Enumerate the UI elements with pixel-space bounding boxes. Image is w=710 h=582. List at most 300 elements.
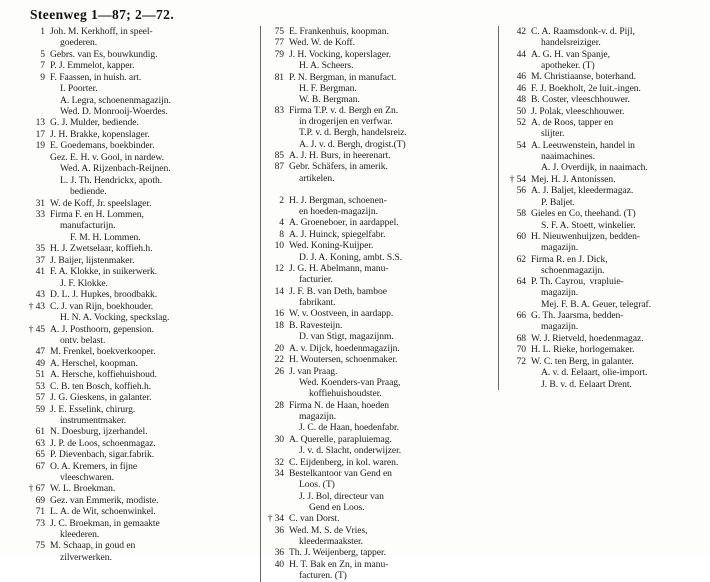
entry-text xyxy=(50,381,254,392)
entry-line: S. F. A. Stoett, winkelier. xyxy=(541,219,636,231)
directory-entry xyxy=(28,449,254,460)
entry-number xyxy=(28,152,50,163)
entry-number: 44 xyxy=(516,48,526,60)
directory-entry xyxy=(507,26,704,48)
entry-text xyxy=(50,209,254,231)
entry-number: 35 xyxy=(35,243,45,255)
entry-text xyxy=(531,162,704,173)
entry-text xyxy=(289,400,492,422)
entry-text xyxy=(50,369,254,380)
entry-line: A. J. Baljet, kleedermagaz. xyxy=(531,185,634,197)
entry-text xyxy=(289,445,492,456)
entry-line: W. L. Broekman. xyxy=(50,483,116,495)
entry-line: Wed. M. S. de Vries, xyxy=(289,524,368,536)
entry-number: 67 xyxy=(35,460,45,472)
entry-number: 69 xyxy=(35,494,45,506)
directory-entry xyxy=(267,150,492,161)
entry-text xyxy=(50,358,254,369)
entry-number: 5 xyxy=(40,48,45,60)
entry-text xyxy=(50,106,254,117)
directory-entry xyxy=(267,525,492,547)
page-title: Steenweg 1—87; 2—72. xyxy=(30,7,175,22)
entry-line: ontv. belast. xyxy=(60,334,106,346)
entry-line: Gez. van Emmerik, modiste. xyxy=(50,494,159,506)
entry-number: 58 xyxy=(516,208,526,220)
directory-entry xyxy=(28,312,254,323)
directory-entry xyxy=(28,60,254,71)
directory-entry xyxy=(28,209,254,231)
directory-entry xyxy=(28,346,254,357)
entry-text xyxy=(289,366,492,377)
directory-entry xyxy=(28,83,254,94)
entry-line: J. B. v. d. Eelaart Drent. xyxy=(541,378,632,390)
entry-text xyxy=(289,377,492,399)
entry-line: Firma T.P. v. d. Bergh en Zn. xyxy=(289,105,399,117)
entry-line: A. Leeuwenstein, handel in xyxy=(531,139,635,151)
directory-entry xyxy=(28,381,254,392)
entry-number: 16 xyxy=(274,308,284,320)
entry-line: H. T. Bak en Zn, in manu- xyxy=(289,558,389,570)
entry-text xyxy=(289,72,492,105)
directory-entry xyxy=(507,185,704,196)
directory-entry xyxy=(267,400,492,422)
entry-text xyxy=(50,449,254,460)
entry-text xyxy=(531,94,704,105)
entry-text xyxy=(289,547,492,558)
entry-text xyxy=(531,231,704,253)
entry-line: fabrikant. xyxy=(299,296,336,308)
entry-number: 34 xyxy=(274,468,284,480)
entry-text xyxy=(531,379,704,390)
directory-entry xyxy=(28,232,254,243)
entry-text xyxy=(50,278,254,289)
directory-entry xyxy=(28,438,254,449)
entry-line: C. Eijdenberg, in kol. waren. xyxy=(289,456,399,468)
entry-line: C. van Dorst. xyxy=(289,513,340,525)
directory-entry xyxy=(267,252,492,263)
entry-line: J. G. H. Abelmann, manu- xyxy=(289,263,389,275)
entry-number: 77 xyxy=(274,37,284,49)
entry-line: goederen. xyxy=(60,37,98,49)
entry-text xyxy=(50,461,254,483)
entry-line: Gend en Loos. xyxy=(309,501,365,513)
directory-entry xyxy=(267,263,492,285)
entry-number: 22 xyxy=(274,354,284,366)
entry-number: 51 xyxy=(35,369,45,381)
entry-line: Wed. A. Rijzenbach-Reijnen. xyxy=(60,163,171,175)
entry-text xyxy=(50,129,254,140)
directory-entry xyxy=(507,231,704,253)
entry-line: H. Woutersen, schoenmaker. xyxy=(289,354,398,366)
entry-line: magazijn. xyxy=(541,287,579,299)
entry-number: † 54 xyxy=(509,173,526,185)
entry-text xyxy=(289,354,492,365)
entry-number: 43 xyxy=(35,289,45,301)
entry-line: handelsreiziger. xyxy=(541,37,601,49)
entry-line: Th. J. Weijenberg, tapper. xyxy=(289,547,386,559)
entry-text xyxy=(289,229,492,240)
entry-line: J. P. de Loos, schoenmagaz. xyxy=(50,437,156,449)
entry-line: J. F. Klokke. xyxy=(60,277,108,289)
entry-text xyxy=(50,540,254,562)
entry-line: A. Legra, schoenenmagazijn. xyxy=(60,94,171,106)
entry-text xyxy=(531,299,704,310)
entry-line: en hoeden-magazijn. xyxy=(299,205,378,217)
entry-text xyxy=(289,252,492,263)
entry-line: W. v. Oostveen, in aardapp. xyxy=(289,308,394,320)
entry-line: J. C. de Haan, hoedenfabr. xyxy=(299,422,399,434)
directory-entry xyxy=(28,506,254,517)
entry-number: 63 xyxy=(35,437,45,449)
entry-line: L. J. Th. Hendrickx, apoth. xyxy=(60,174,163,186)
directory-entry xyxy=(267,445,492,456)
entry-line: magazijn. xyxy=(299,410,337,422)
entry-number: 81 xyxy=(274,71,284,83)
directory-entry xyxy=(267,491,492,513)
entry-text xyxy=(289,37,492,48)
entry-text xyxy=(531,367,704,378)
entry-line: Bestelkantoor van Gend en xyxy=(289,468,392,480)
entry-line: Mej. F. B. A. Geuer, telegraf. xyxy=(541,298,652,310)
entry-text xyxy=(50,232,254,243)
directory-entry xyxy=(267,286,492,308)
entry-number: 32 xyxy=(274,456,284,468)
directory-entry xyxy=(28,483,254,494)
directory-entry xyxy=(507,71,704,82)
entry-line: F. Faassen, in huish. art. xyxy=(50,71,142,83)
entry-number: 14 xyxy=(274,285,284,297)
entry-line: C. B. ten Bosch, koffieh.h. xyxy=(50,380,152,392)
entry-text xyxy=(50,404,254,426)
entry-line: artikelen. xyxy=(299,172,335,184)
entry-line: M. Frenkel, boekverkooper. xyxy=(50,346,156,358)
entry-text xyxy=(531,185,704,196)
entry-line: P. Dievenbach, sigar.fabrik. xyxy=(50,449,155,461)
directory-entry xyxy=(28,72,254,83)
directory-entry xyxy=(28,26,254,48)
directory-entry xyxy=(267,366,492,377)
entry-number: 60 xyxy=(516,231,526,243)
entry-line: A. J. Posthoorn, gepension. xyxy=(50,323,154,335)
directory-entry xyxy=(267,308,492,319)
entry-text xyxy=(289,331,492,342)
entry-line: bediende. xyxy=(70,186,107,198)
entry-text xyxy=(50,346,254,357)
entry-text xyxy=(50,83,254,94)
entry-text xyxy=(531,254,704,276)
directory-entry xyxy=(267,434,492,445)
directory-entry xyxy=(28,163,254,174)
entry-line: D. van Stigt, magazijnm. xyxy=(299,331,394,343)
directory-entry xyxy=(28,186,254,197)
directory-entry xyxy=(267,105,492,149)
entry-number: 72 xyxy=(516,355,526,367)
entry-number: 40 xyxy=(274,558,284,570)
entry-number: 57 xyxy=(35,392,45,404)
entry-text xyxy=(50,289,254,300)
directory-entry xyxy=(28,518,254,540)
directory-entry xyxy=(28,266,254,277)
entry-text xyxy=(289,26,492,37)
entry-line: B. Ravesteijn. xyxy=(289,319,343,331)
directory-entry xyxy=(507,333,704,344)
entry-text xyxy=(50,117,254,128)
directory-entry xyxy=(507,220,704,231)
directory-entry xyxy=(507,162,704,173)
directory-entry xyxy=(267,217,492,228)
directory-entry xyxy=(267,49,492,71)
directory-entry xyxy=(267,240,492,251)
directory-entry xyxy=(28,175,254,186)
entry-text xyxy=(50,266,254,277)
directory-entry xyxy=(28,198,254,209)
entry-line: P. Baljet. xyxy=(541,196,575,208)
directory-entry xyxy=(28,324,254,346)
directory-entry xyxy=(507,299,704,310)
entry-text xyxy=(50,301,254,312)
directory-entry xyxy=(267,559,492,581)
entry-line: naaimachines. xyxy=(541,150,595,162)
entry-number: 66 xyxy=(516,310,526,322)
entry-line: H. L. Rieke, horlogemaker. xyxy=(531,344,635,356)
directory-entry xyxy=(28,49,254,60)
entry-text xyxy=(531,208,704,219)
entry-line: H. N. A. Vocking, speckslag. xyxy=(60,312,170,324)
entry-number: 61 xyxy=(35,426,45,438)
entry-number: 17 xyxy=(35,128,45,140)
directory-entry xyxy=(507,344,704,355)
directory-entry xyxy=(28,255,254,266)
entry-text xyxy=(531,140,704,162)
directory-entry xyxy=(507,197,704,208)
directory-entry xyxy=(507,356,704,367)
column-3 xyxy=(498,26,704,390)
entry-line: instrumentmaker. xyxy=(60,414,127,426)
entry-line: A. J. Overdijk, in naaimach. xyxy=(541,162,648,174)
entry-text xyxy=(289,217,492,228)
entry-number: 54 xyxy=(516,139,526,151)
directory-entry xyxy=(507,276,704,298)
entry-text xyxy=(50,198,254,209)
directory-entry xyxy=(28,152,254,163)
entry-number: 36 xyxy=(274,547,284,559)
entry-line: A. J. H. Burs, in heerenart. xyxy=(289,149,391,161)
entry-text xyxy=(531,106,704,117)
entry-line: vleeschwaren. xyxy=(60,471,114,483)
entry-number: 70 xyxy=(516,344,526,356)
directory-entry xyxy=(267,468,492,490)
entry-number: 62 xyxy=(516,253,526,265)
entry-line: H. Nieuwenhuijzen, bedden- xyxy=(531,231,640,243)
entry-text xyxy=(531,220,704,231)
entry-text xyxy=(50,506,254,517)
entry-text xyxy=(289,240,492,251)
entry-line: Loos. (T) xyxy=(299,479,335,491)
entry-number: 50 xyxy=(516,105,526,117)
entry-text xyxy=(289,161,492,183)
directory-entry xyxy=(507,310,704,332)
entry-line: Firma F. en H. Lommen, xyxy=(50,209,144,221)
entry-number: 26 xyxy=(274,365,284,377)
entry-line: H. J. Bergman, schoenen- xyxy=(289,194,387,206)
entry-number: 49 xyxy=(35,357,45,369)
entry-line: M. Christiaanse, boterhand. xyxy=(531,71,636,83)
entry-text xyxy=(50,483,254,494)
entry-number: 20 xyxy=(274,342,284,354)
entry-line: D. J. A. Koning, ambt. S.S. xyxy=(299,251,403,263)
entry-line: facturen. (T) xyxy=(299,570,347,582)
entry-line: A. Hersche, koffiehuishoud. xyxy=(50,369,157,381)
entry-line: Joh. M. Kerkhoff, in speel- xyxy=(50,26,153,37)
directory-entry xyxy=(28,392,254,403)
directory-entry xyxy=(507,106,704,117)
entry-line: P. N. Bergman, in manufact. xyxy=(289,71,397,83)
directory-entry xyxy=(28,278,254,289)
entry-line: C. J. van Rijn, boekhouder. xyxy=(50,300,154,312)
directory-entry xyxy=(28,129,254,140)
entry-text xyxy=(289,434,492,445)
entry-number: 56 xyxy=(516,185,526,197)
directory-entry xyxy=(267,547,492,558)
directory-entry xyxy=(267,457,492,468)
directory-entry xyxy=(507,83,704,94)
entry-line: D. L. J. Hupkes, broodbakk. xyxy=(50,289,158,301)
entry-text xyxy=(50,140,254,151)
entry-number: 33 xyxy=(35,209,45,221)
entry-number: 68 xyxy=(516,332,526,344)
entry-line: W. de Koff, Jr. speelslager. xyxy=(50,197,152,209)
entry-line: manufacturijn. xyxy=(60,220,116,232)
entry-number: 12 xyxy=(274,263,284,275)
directory-entry xyxy=(267,320,492,331)
entry-number: 37 xyxy=(35,254,45,266)
entry-number: 85 xyxy=(274,149,284,161)
entry-number: 9 xyxy=(40,71,45,83)
entry-line: A. Herschel, koopman. xyxy=(50,357,138,369)
directory-entry xyxy=(507,208,704,219)
directory-entry xyxy=(267,354,492,365)
directory-entry xyxy=(28,426,254,437)
entry-line: J. E. Esselink, chirurg. xyxy=(50,403,136,415)
entry-line: F. M. H. Lommen. xyxy=(70,231,141,243)
entry-number: 79 xyxy=(274,48,284,60)
entry-line: kleederen. xyxy=(60,528,100,540)
entry-line: J. Baijer, lijstenmaker. xyxy=(50,254,135,266)
entry-number: 75 xyxy=(274,26,284,37)
directory-entry xyxy=(267,195,492,217)
entry-line: N. Doesburg, ijzerhandel. xyxy=(50,426,148,438)
entry-number: 59 xyxy=(35,403,45,415)
directory-entry xyxy=(267,343,492,354)
entry-line: A. Querelle, parapluiemag. xyxy=(289,433,392,445)
entry-line: J. J. Bol, directeur van xyxy=(299,490,384,502)
entry-text xyxy=(531,344,704,355)
entry-number: 30 xyxy=(274,433,284,445)
entry-number: 13 xyxy=(35,117,45,129)
entry-number: † 67 xyxy=(28,483,45,495)
entry-number: 83 xyxy=(274,105,284,117)
entry-text xyxy=(531,356,704,367)
entry-text xyxy=(50,26,254,48)
directory-entry xyxy=(267,331,492,342)
directory-entry xyxy=(507,49,704,71)
entry-line: A. G. H. van Spanje, xyxy=(531,48,610,60)
entry-number: 87 xyxy=(274,161,284,173)
entry-line: J. G. Gieskens, in galanter. xyxy=(50,392,152,404)
directory-entry xyxy=(28,301,254,312)
directory-entry xyxy=(507,94,704,105)
entry-text xyxy=(50,312,254,323)
directory-entry xyxy=(28,289,254,300)
directory-entry xyxy=(28,369,254,380)
directory-entry xyxy=(28,243,254,254)
entry-line: J. van Praag. xyxy=(289,365,338,377)
entry-text xyxy=(289,150,492,161)
entry-text xyxy=(531,49,704,71)
entry-line: Gieles en Co, theehand. (T) xyxy=(531,208,636,220)
entry-line: magazijn. xyxy=(541,242,579,254)
entry-line: P. Th. Cayrou, vrapluie- xyxy=(531,276,624,288)
entry-line: W. B. Bergman. xyxy=(299,93,360,105)
entry-text xyxy=(289,513,492,524)
directory-entry xyxy=(267,229,492,240)
entry-number: 48 xyxy=(516,94,526,106)
directory-entry xyxy=(507,254,704,276)
entry-number: 52 xyxy=(516,117,526,129)
entry-text xyxy=(50,60,254,71)
entry-line: kleedermaakster. xyxy=(299,535,363,547)
entry-line: H. F. Bergman. xyxy=(299,82,357,94)
directory-entry xyxy=(28,461,254,483)
entry-line: Gez. E. H. v. Gool, in nardew. xyxy=(50,151,164,163)
entry-text xyxy=(50,163,254,174)
entry-text xyxy=(50,495,254,506)
entry-text xyxy=(289,320,492,331)
entry-line: W. C. ten Berg, in galanter. xyxy=(531,355,634,367)
entry-line: A. J. Huinck, spiegelfabr. xyxy=(289,228,386,240)
entry-text xyxy=(50,392,254,403)
directory-entry xyxy=(28,106,254,117)
entry-line: A. J. v. d. Bergh, drogist.(T) xyxy=(299,138,406,150)
entry-line: schoenmagazijn. xyxy=(541,264,605,276)
entry-line: zilverwerken. xyxy=(60,551,112,563)
entry-line: H. J. Zwetselaar, koffieh.h. xyxy=(50,243,153,255)
entry-line: A. de Roos, tapper en xyxy=(531,117,614,129)
entry-line: in drogerijen en verfwar. xyxy=(299,116,393,128)
entry-text xyxy=(50,438,254,449)
entry-line: E. Goedemans, boekbinder. xyxy=(50,140,155,152)
entry-text xyxy=(531,26,704,48)
entry-number: 42 xyxy=(516,26,526,37)
entry-text xyxy=(289,491,492,513)
entry-number: 10 xyxy=(274,240,284,252)
entry-number: 31 xyxy=(35,197,45,209)
entry-text xyxy=(531,174,704,185)
entry-line: F. A. Klokke, in suikerwerk. xyxy=(50,266,158,278)
entry-number: 71 xyxy=(35,506,45,518)
entry-text xyxy=(531,276,704,298)
entry-number: 75 xyxy=(35,540,45,552)
entry-line: C. A. Raamsdonk-v. d. Pijl, xyxy=(531,26,635,37)
entry-text xyxy=(50,152,254,163)
entry-text xyxy=(531,197,704,208)
entry-line: Firma R. en J. Dick, xyxy=(531,253,608,265)
directory-entry xyxy=(267,26,492,37)
entry-text xyxy=(50,324,254,346)
column-2 xyxy=(260,26,498,582)
entry-line: G. J. Mulder, bediende. xyxy=(50,117,139,129)
entry-number: † 34 xyxy=(267,513,284,525)
